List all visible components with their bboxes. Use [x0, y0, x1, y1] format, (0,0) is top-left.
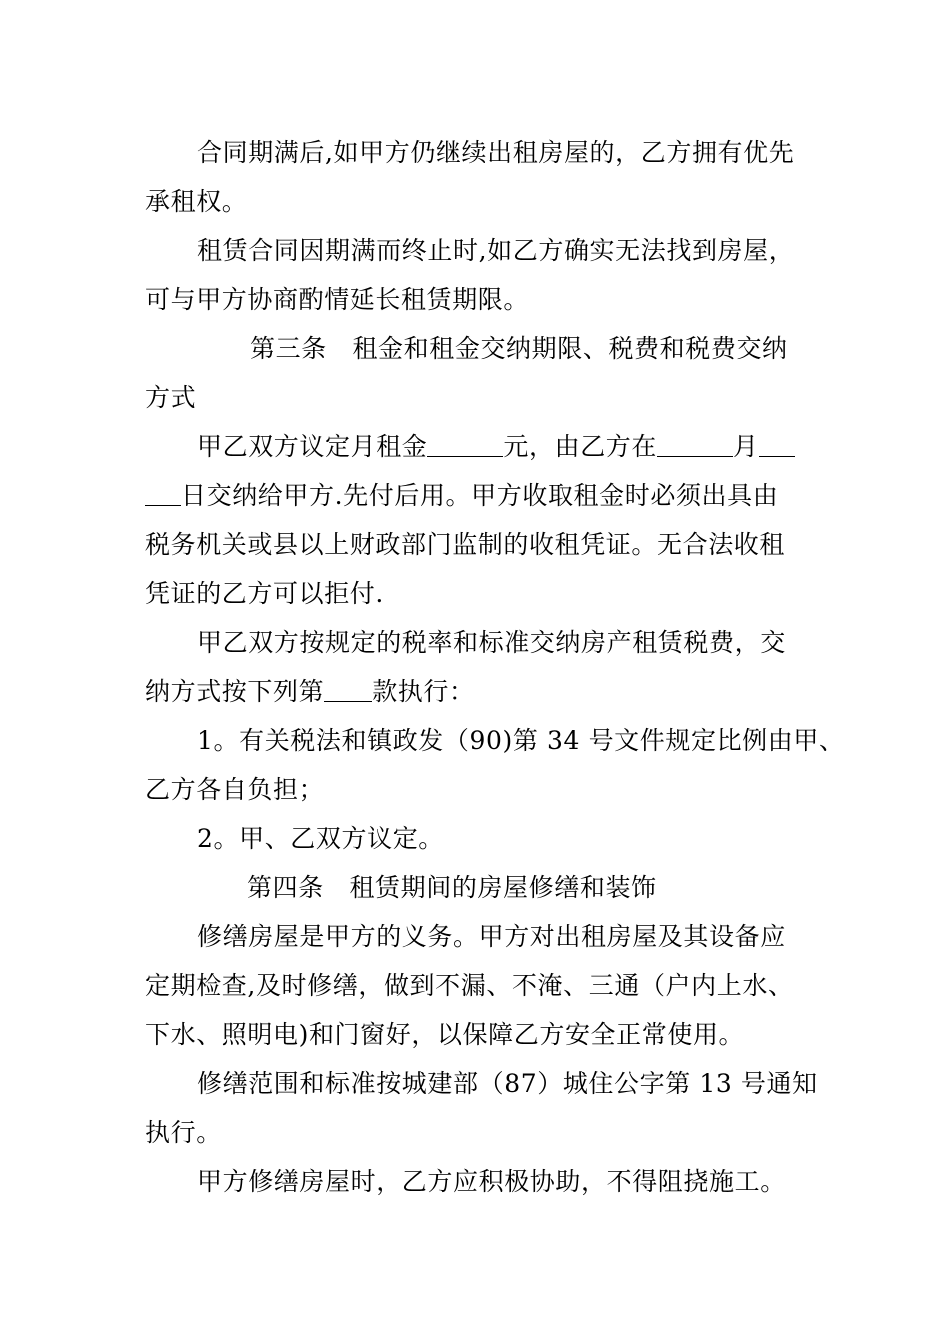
- list-item-cont: 乙方各自负担；: [145, 775, 325, 804]
- rent-day-blank-a: [759, 430, 795, 457]
- article-four-heading: 第四条 租赁期间的房屋修缮和装饰: [247, 873, 657, 902]
- rent-clause-line: [145, 422, 815, 471]
- text-line: 承租权。: [145, 187, 248, 216]
- tax-text-2: 款执行：: [372, 677, 475, 706]
- text-line: 租赁合同因期满而终止时,如乙方确实无法找到房屋，: [197, 236, 795, 265]
- list-item: 2。甲、乙双方议定。: [197, 824, 444, 853]
- contract-text: [145, 128, 845, 1206]
- rent-amount-blank: [427, 430, 503, 457]
- tax-text-1: 纳方式按下列第: [145, 677, 325, 706]
- article-three-heading-cont: 方式: [145, 383, 197, 412]
- text-line: 可与甲方协商酌情延长租赁期限。: [145, 285, 530, 314]
- text-line: 甲乙双方按规定的税率和标准交纳房产租赁税费，交: [197, 628, 786, 657]
- article-three-heading: 第三条 租金和租金交纳期限、税费和税费交纳: [250, 334, 788, 363]
- text-line: 税务机关或县以上财政部门监制的收租凭证。无合法收租: [145, 530, 786, 559]
- rent-text-2: 元，由乙方在: [503, 432, 658, 461]
- rent-day-blank-b: [145, 479, 181, 506]
- rent-clause-line: [145, 471, 815, 520]
- tax-option-blank: [324, 675, 372, 702]
- text-line: 甲方修缮房屋时，乙方应积极协助，不得阻挠施工。: [197, 1167, 786, 1196]
- text-line: 修缮范围和标准按城建部（87）城住公字第 13 号通知: [197, 1069, 818, 1098]
- text-line: 修缮房屋是甲方的义务。甲方对出租房屋及其设备应: [197, 922, 786, 951]
- rent-text-3: 月: [733, 432, 759, 461]
- text-line: 合同期满后,如甲方仍继续出租房屋的，乙方拥有优先: [197, 138, 795, 167]
- rent-text-1: 甲乙双方议定月租金: [197, 432, 428, 461]
- text-line: 下水、照明电)和门窗好，以保障乙方安全正常使用。: [145, 1020, 745, 1049]
- tax-clause-line: [145, 667, 815, 716]
- text-line: 凭证的乙方可以拒付.: [145, 579, 384, 608]
- rent-text-4: 日交纳给甲方.先付后用。甲方收取租金时必须出具由: [181, 481, 779, 510]
- text-line: 执行。: [145, 1118, 222, 1147]
- rent-month-blank: [657, 430, 733, 457]
- text-line: 定期检查,及时修缮，做到不漏、不淹、三通（户内上水、: [145, 971, 794, 1000]
- list-item: 1。有关税法和镇政发（90)第 34 号文件规定比例由甲、: [197, 726, 845, 755]
